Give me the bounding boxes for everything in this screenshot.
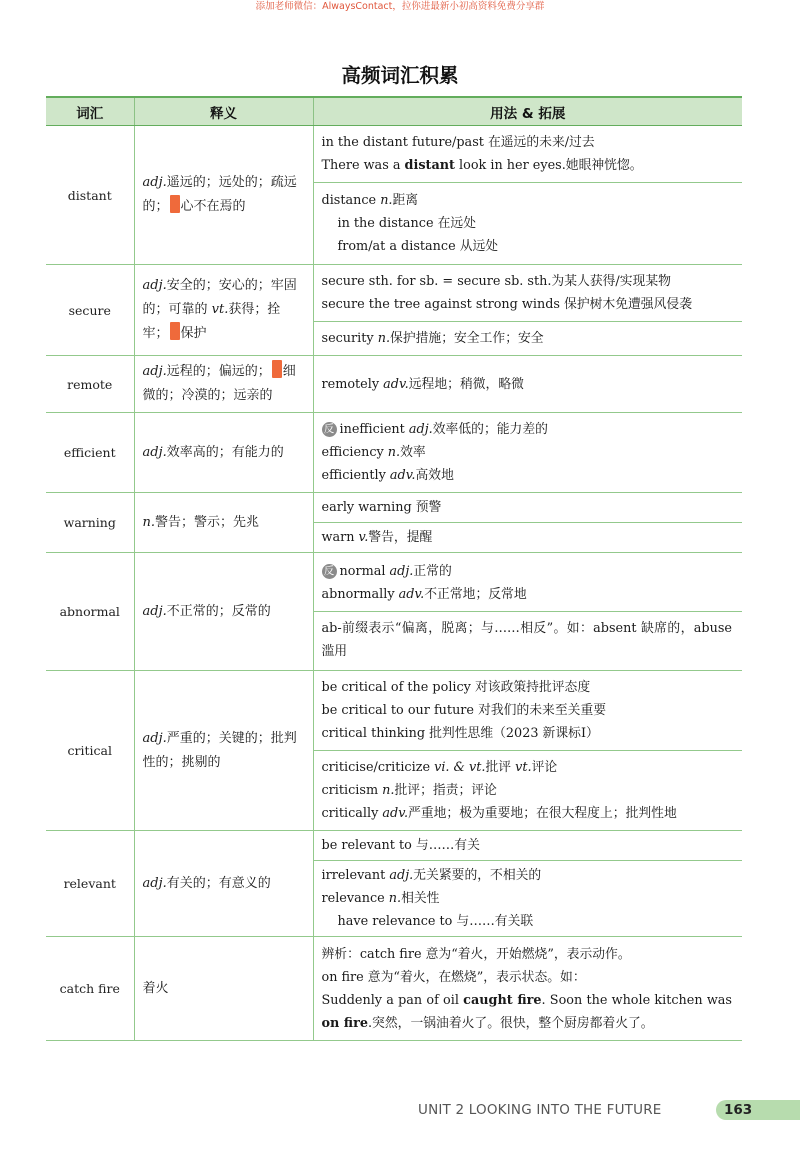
- table-header-row: [46, 97, 742, 126]
- usage-line: secure sth. for sb. = secure sb. sth.为某人获得/实现某物: [321, 274, 671, 289]
- usage-line: security n.保护措施；安全工作；安全: [321, 331, 544, 346]
- word-cell: distant: [46, 126, 134, 265]
- usage-line: 辨析：catch fire 意为“着火，开始燃烧”，表示动作。: [321, 946, 631, 962]
- usage-line: efficiently adv.高效地: [321, 468, 454, 483]
- table-row: [46, 356, 742, 413]
- usage-block: [314, 413, 743, 492]
- table-row: [46, 553, 742, 671]
- usage-line: efficiency n.效率: [321, 445, 426, 460]
- usage-line: in the distance 在远处: [337, 216, 476, 231]
- word-cell: remote: [46, 356, 134, 413]
- unit-footer: UNIT 2 LOOKING INTO THE FUTURE: [418, 1102, 662, 1118]
- meaning-cell: adj.远程的；偏远的； 细微的；冷漠的；远亲的: [134, 356, 313, 413]
- word-cell: abnormal: [46, 553, 134, 671]
- table-row: [46, 493, 742, 553]
- meaning-cell: adj.遥远的；远处的；疏远的； 心不在焉的: [134, 126, 313, 265]
- usage-line: ab-前缀表示“偏离，脱离；与……相反”。如：absent 缺席的，abuse 滥用: [321, 621, 732, 659]
- page-title: 高频词汇积累: [341, 64, 459, 87]
- word-cell: relevant: [46, 831, 134, 937]
- header-meaning: 释义: [134, 97, 313, 126]
- usage-line: have relevance to 与……有关联: [337, 914, 534, 929]
- usage-line: on fire 意为“着火，在燃烧”，表示状态。如：: [321, 969, 586, 985]
- usage-line: warn v.警告，提醒: [321, 530, 433, 545]
- polysemy-icon: [170, 195, 180, 213]
- usage-line: remotely adv.远程地；稍微，略微: [321, 376, 524, 392]
- word-cell: critical: [46, 671, 134, 831]
- usage-line: 反 inefficient adj.效率低的；能力差的: [322, 418, 733, 441]
- usage-line: critical thinking 批判性思维（2023 新课标Ⅰ）: [321, 726, 599, 741]
- usage-cell: [313, 126, 742, 265]
- table-row: [46, 671, 742, 831]
- word-cell: catch fire: [46, 937, 134, 1041]
- meaning-cell: adj.不正常的；反常的: [134, 553, 313, 671]
- watermark: 添加老师微信：AlwaysContact，拉你进最新小初高资料免费分享群: [255, 1, 545, 12]
- polysemy-icon: [272, 360, 282, 378]
- usage-block: [314, 182, 743, 264]
- table-row: [46, 265, 742, 356]
- usage-line: be critical to our future 对我们的未来至关重要: [321, 703, 607, 718]
- usage-line: be critical of the policy 对该政策持批评态度: [321, 680, 591, 695]
- table-row: [46, 126, 742, 265]
- polysemy-icon: [170, 322, 180, 340]
- usage-block: [314, 493, 743, 522]
- meaning-cell: 着火: [134, 937, 313, 1041]
- usage-cell: [313, 356, 742, 413]
- usage-line: critically adv.严重地；极为重要地；在很大程度上；批判性地: [321, 806, 677, 821]
- word-cell: warning: [46, 493, 134, 553]
- usage-cell: [313, 937, 742, 1041]
- table-row: [46, 937, 742, 1041]
- usage-line: 反 normal adj.正常的: [322, 560, 733, 583]
- usage-block: [314, 671, 743, 750]
- word-cell: secure: [46, 265, 134, 356]
- vocabulary-table: [46, 96, 742, 1041]
- word-cell: efficient: [46, 413, 134, 493]
- usage-cell: [313, 553, 742, 671]
- usage-block: [314, 555, 743, 611]
- usage-line: from/at a distance 从远处: [337, 239, 499, 254]
- usage-line: Suddenly a pan of oil caught fire. Soon the whole kitchen was on fire.突然，一锅油着火了。很快，整个厨房都着火了。: [321, 992, 732, 1031]
- usage-line: criticise/criticize vi. & vt.批评 vt.评论: [321, 760, 558, 775]
- usage-block: [314, 321, 743, 355]
- meaning-cell: adj.严重的；关键的；批判性的；挑剔的: [134, 671, 313, 831]
- antonym-icon: 反: [322, 564, 337, 579]
- usage-cell: [313, 671, 742, 831]
- meaning-cell: adj.效率高的；有能力的: [134, 413, 313, 493]
- usage-block: [314, 368, 743, 401]
- usage-block: [314, 750, 743, 830]
- page-number: 163: [716, 1100, 800, 1120]
- antonym-icon: 反: [322, 422, 337, 437]
- table-row: [46, 831, 742, 937]
- usage-block: [314, 831, 743, 860]
- header-word: 词汇: [46, 97, 134, 126]
- meaning-cell: adj.有关的；有意义的: [134, 831, 313, 937]
- header-usage: 用法 & 拓展: [313, 97, 742, 126]
- meaning-cell: adj.安全的；安心的；牢固的；可靠的 vt.获得；拴牢； 保护: [134, 265, 313, 356]
- usage-line: relevance n.相关性: [321, 891, 440, 906]
- usage-line: be relevant to 与……有关: [321, 838, 480, 853]
- usage-line: criticism n.批评；指责；评论: [321, 783, 497, 798]
- usage-cell: [313, 831, 742, 937]
- usage-line: early warning 预警: [321, 500, 442, 515]
- usage-line: abnormally adv.不正常地；反常地: [321, 587, 527, 602]
- usage-line: irrelevant adj.无关紧要的，不相关的: [321, 868, 542, 883]
- usage-block: [314, 611, 743, 668]
- usage-block: [314, 938, 743, 1040]
- usage-line: secure the tree against strong winds 保护树木免遭强风侵袭: [321, 297, 692, 312]
- usage-block: [314, 126, 743, 182]
- usage-line: There was a distant look in her eyes.她眼神恍惚。: [321, 158, 643, 173]
- usage-block: [314, 522, 743, 552]
- usage-cell: [313, 493, 742, 553]
- meaning-cell: n.警告；警示；先兆: [134, 493, 313, 553]
- usage-line: distance n.距离: [321, 193, 419, 208]
- usage-cell: [313, 265, 742, 356]
- usage-block: [314, 860, 743, 936]
- usage-block: [314, 265, 743, 321]
- usage-line: in the distant future/past 在遥远的未来/过去: [321, 135, 595, 150]
- usage-cell: [313, 413, 742, 493]
- table-row: [46, 413, 742, 493]
